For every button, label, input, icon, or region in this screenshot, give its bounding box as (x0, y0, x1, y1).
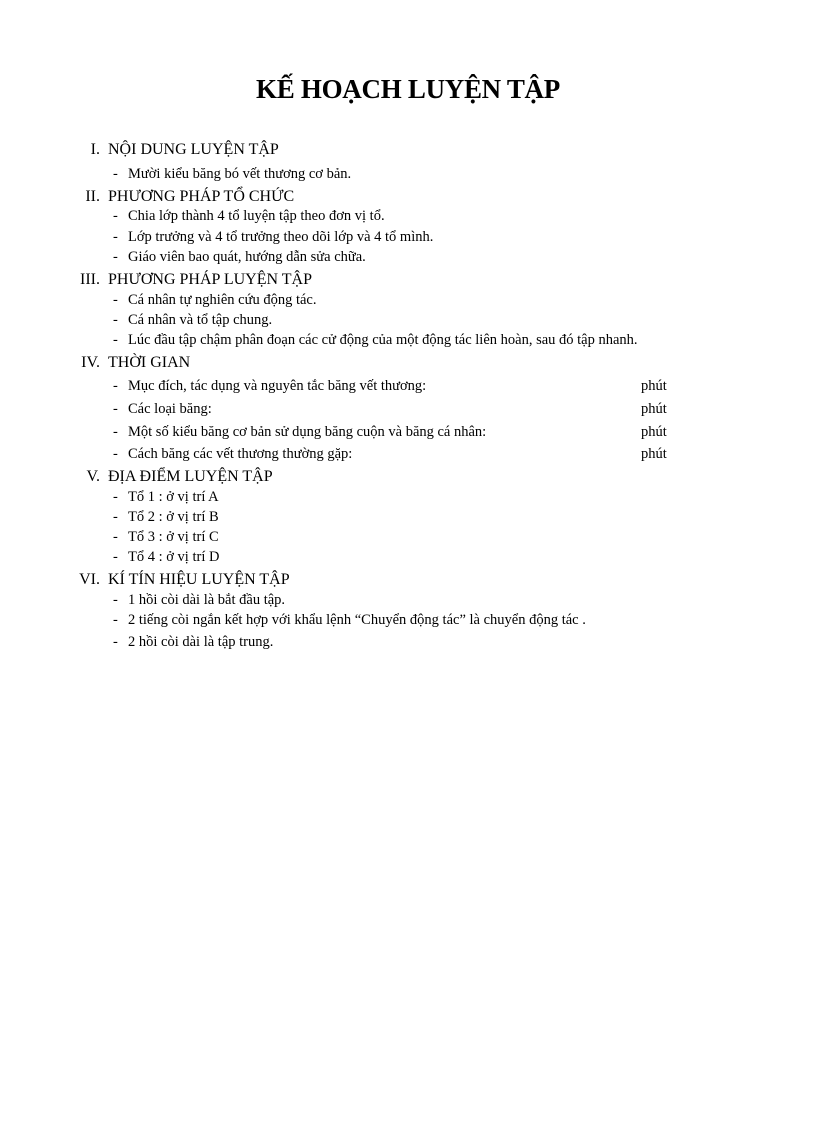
section-number: V. (86, 468, 100, 485)
section-number: III. (80, 271, 100, 288)
list-item: - Tổ 4 : ở vị trí D (113, 549, 220, 565)
list-item: - Cá nhân và tổ tập chung. (113, 312, 273, 328)
time-item: - Một số kiểu băng cơ bản sử dụng băng cuộn và băng cá nhân: (113, 424, 487, 440)
list-item: - Tổ 2 : ở vị trí B (113, 509, 219, 525)
list-item: - Mười kiểu băng bó vết thương cơ bản. (113, 166, 352, 182)
section-title: ĐỊA ĐIỂM LUYỆN TẬP (108, 468, 273, 485)
document-title: KẾ HOẠCH LUYỆN TẬP (256, 74, 560, 104)
time-unit: phút (641, 378, 667, 394)
section-number: IV. (81, 354, 100, 371)
list-item: - Tổ 1 : ở vị trí A (113, 489, 219, 505)
time-unit: phút (641, 446, 667, 462)
list-item: - Chia lớp thành 4 tổ luyện tập theo đơn vị tổ. (113, 208, 385, 224)
time-item: - Cách băng các vết thương thường gặp: (113, 446, 353, 462)
list-item: - Lúc đầu tập chậm phân đoạn các cử động của một động tác liên hoàn, sau đó tập nhanh. (113, 332, 638, 348)
section-title: PHƯƠNG PHÁP TỔ CHỨC (108, 188, 295, 205)
section-title: THỜI GIAN (108, 354, 191, 371)
time-item: - Mục đích, tác dụng và nguyên tắc băng vết thương: (113, 378, 427, 394)
list-item: - 2 tiếng còi ngắn kết hợp với khẩu lệnh “Chuyển động tác” là chuyển động tác . (113, 612, 586, 628)
list-item: - Cá nhân tự nghiên cứu động tác. (113, 292, 317, 308)
list-item: - 2 hồi còi dài là tập trung. (113, 634, 274, 650)
time-item: - Các loại băng: (113, 401, 212, 417)
list-item: - Tổ 3 : ở vị trí C (113, 529, 219, 545)
section-number: II. (85, 188, 100, 205)
list-item: - 1 hồi còi dài là bắt đầu tập. (113, 592, 286, 608)
list-item: - Lớp trưởng và 4 tổ trưởng theo dõi lớp và 4 tổ mình. (113, 229, 434, 245)
list-item: - Giáo viên bao quát, hướng dẫn sửa chữa. (113, 249, 366, 265)
section-number: I. (90, 141, 100, 158)
section-title: PHƯƠNG PHÁP LUYỆN TẬP (108, 271, 312, 288)
time-unit: phút (641, 401, 667, 417)
section-title: KÍ TÍN HIỆU LUYỆN TẬP (108, 571, 290, 588)
section-title: NỘI DUNG LUYỆN TẬP (108, 141, 279, 158)
section-number: VI. (79, 571, 100, 588)
time-unit: phút (641, 424, 667, 440)
